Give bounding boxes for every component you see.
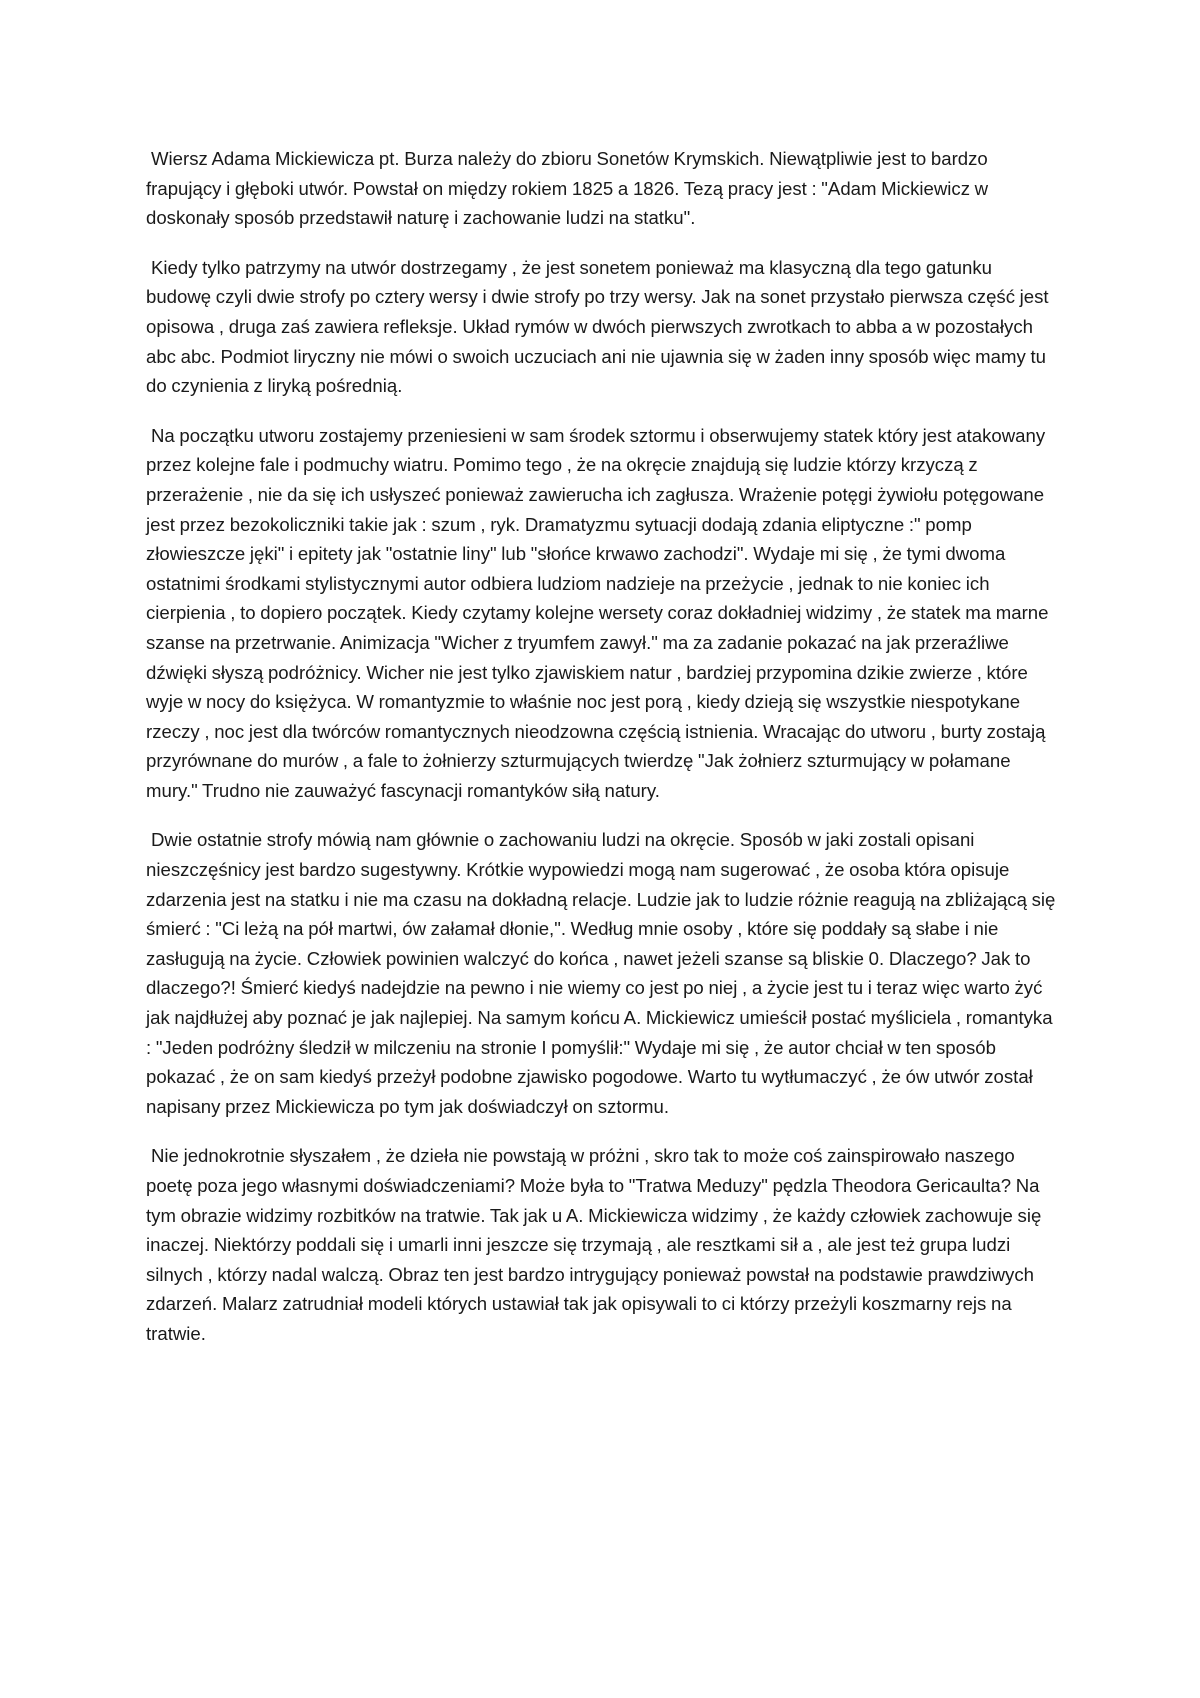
paragraph-storm: Na początku utworu zostajemy przeniesieni w sam środek sztormu i obserwujemy statek który jest atakowany przez kolejne fale i podmuchy wiatru. Pomimo tego , że na okręcie znajdują się ludzie którzy krzyczą z przerażenie , nie da się ich usłyszeć ponieważ zawierucha ich zagłusza. Wrażenie potęgi żywiołu potęgowane jest przez bezokoliczniki takie jak : szum , ryk. Dramatyzmu sytuacji dodają zdania eliptyczne :" pomp złowieszcze jęki" i epitety jak "ostatnie liny" lub "słońce krwawo zachodzi". Wydaje mi się , że tymi dwoma ostatnimi środkami stylistycznymi autor odbiera ludziom nadzieje na przeżycie , jednak to nie koniec ich cierpienia , to dopiero początek. Kiedy czytamy kolejne wersety coraz dokładniej widzimy , że statek ma marne szanse na przetrwanie. Animizacja "Wicher z tryumfem zawył." ma za zadanie pokazać na jak przeraźliwe dźwięki słyszą podróżnicy. Wicher nie jest tylko zjawiskiem natur , bardziej przypomina dzikie zwierze , które wyje w nocy do księżyca. W romantyzmie to właśnie noc jest porą , kiedy dzieją się wszystkie niespotykane rzeczy , noc jest dla twórców romantycznych nieodzowna częścią istnienia. Wracając do utworu , burty zostają przyrównane do murów , a fale to żołnierzy szturmujących twierdzę "Jak żołnierz szturmujący w połamane mury." Trudno nie zauważyć fascynacji romantyków siłą natury. bbox=[146, 424, 1049, 801]
paragraph-intro: Wiersz Adama Mickiewicza pt. Burza należy do zbioru Sonetów Krymskich. Niewątpliwie jest to bardzo frapujący i głęboki utwór. Powstał on między rokiem 1825 a 1826. Tezą pracy jest : "Adam Mickiewicz w doskonały sposób przedstawił naturę i zachowanie ludzi na statku". bbox=[146, 148, 989, 229]
document-body bbox=[146, 144, 1058, 1369]
paragraph-inspiration: Nie jednokrotnie słyszałem , że dzieła nie powstają w próżni , skro tak to może coś zainspirowało naszego poetę poza jego własnymi doświadczeniami? Może była to "Tratwa Meduzy" pędzla Theodora Gericaulta? Na tym obrazie widzimy rozbitków na tratwie. Tak jak u A. Mickiewicza widzimy , że każdy człowiek zachowuje się inaczej. Niektórzy poddali się i umarli inni jeszcze się trzymają , ale resztkami sił a , ale jest też grupa ludzi silnych , którzy nadal walczą. Obraz ten jest bardzo intrygujący ponieważ powstał na podstawie prawdziwych zdarzeń. Malarz zatrudniał modeli których ustawiał tak jak opisywali to ci którzy przeżyli koszmarny rejs na tratwie. bbox=[146, 1145, 1042, 1344]
paragraph-structure: Kiedy tylko patrzymy na utwór dostrzegamy , że jest sonetem ponieważ ma klasyczną dla tego gatunku budowę czyli dwie strofy po cztery wersy i dwie strofy po trzy wersy. Jak na sonet przystało pierwsza część jest opisowa , druga zaś zawiera refleksje. Układ rymów w dwóch pierwszych zwrotkach to abba a w pozostałych abc abc. Podmiot liryczny nie mówi o swoich uczuciach ani nie ujawnia się w żaden inny sposób więc mamy tu do czynienia z liryką pośrednią. bbox=[146, 256, 1049, 397]
paragraph-people: Dwie ostatnie strofy mówią nam głównie o zachowaniu ludzi na okręcie. Sposób w jaki zostali opisani nieszczęśnicy jest bardzo sugestywny. Krótkie wypowiedzi mogą nam sugerować , że osoba która opisuje zdarzenia jest na statku i nie ma czasu na dokładną relacje. Ludzie jak to ludzie różnie reagują na zbliżającą się śmierć : "Ci leżą na pół martwi, ów załamał dłonie,". Według mnie osoby , które się poddały są słabe i nie zasługują na życie. Człowiek powinien walczyć do końca , nawet jeżeli szanse są bliskie 0. Dlaczego? Jak to dlaczego?! Śmierć kiedyś nadejdzie na pewno i nie wiemy co jest po niej , a życie jest tu i teraz więc warto żyć jak najdłużej aby poznać je jak najlepiej. Na samym końcu A. Mickiewicz umieścił postać myśliciela , romantyka : "Jeden podróżny śledził w milczeniu na stronie I pomyślił:" Wydaje mi się , że autor chciał w ten sposób pokazać , że on sam kiedyś przeżył podobne zjawisko pogodowe. Warto tu wytłumaczyć , że ów utwór został napisany przez Mickiewicza po tym jak doświadczył on sztormu. bbox=[146, 829, 1056, 1117]
